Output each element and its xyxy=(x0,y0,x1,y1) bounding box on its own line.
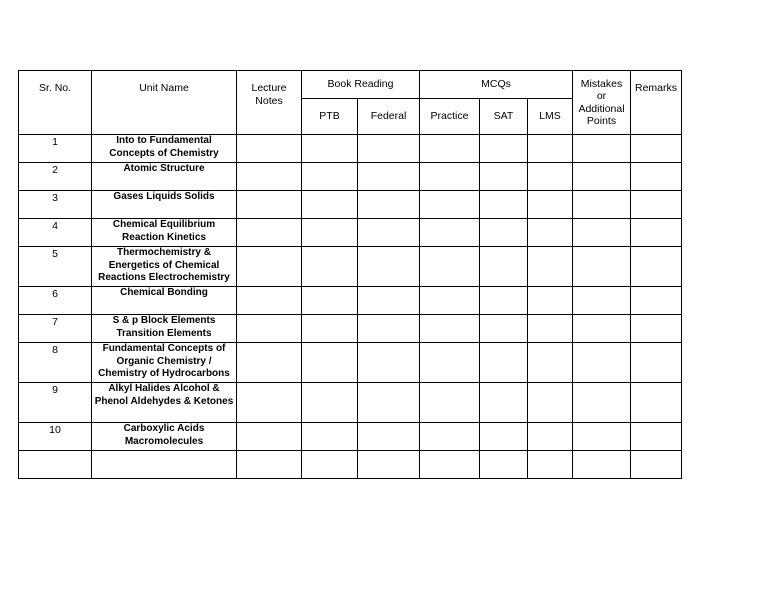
empty-entry-cell[interactable] xyxy=(358,315,420,343)
table-row xyxy=(19,423,682,451)
empty-entry-cell[interactable] xyxy=(302,135,358,163)
sr-no-cell: 3 xyxy=(19,191,92,219)
unit-name-cell: Chemical Bonding xyxy=(92,287,237,315)
sr-no-cell: 9 xyxy=(19,383,92,423)
empty-entry-cell[interactable] xyxy=(420,163,480,191)
table-row xyxy=(19,247,682,287)
empty-entry-cell[interactable] xyxy=(302,383,358,423)
unit-name-cell: Thermochemistry & Energetics of Chemical Reactions Electrochemistry xyxy=(92,247,237,287)
empty-entry-cell[interactable] xyxy=(528,247,573,287)
empty-entry-cell[interactable] xyxy=(420,315,480,343)
empty-entry-cell[interactable] xyxy=(237,191,302,219)
sr-no-cell: 5 xyxy=(19,247,92,287)
unit-name-cell: Alkyl Halides Alcohol & Phenol Aldehydes & Ketones xyxy=(92,383,237,423)
empty-entry-cell[interactable] xyxy=(573,315,631,343)
empty-entry-cell[interactable] xyxy=(528,423,573,451)
empty-entry-cell[interactable] xyxy=(302,343,358,383)
empty-entry-cell[interactable] xyxy=(420,135,480,163)
table-row xyxy=(19,383,682,423)
header-mcqs: MCQs xyxy=(420,71,573,99)
empty-entry-cell[interactable] xyxy=(573,191,631,219)
empty-entry-cell[interactable] xyxy=(528,315,573,343)
empty-entry-cell[interactable] xyxy=(528,343,573,383)
table-row xyxy=(19,315,682,343)
empty-entry-cell[interactable] xyxy=(358,163,420,191)
empty-entry-cell[interactable] xyxy=(420,287,480,315)
empty-entry-cell[interactable] xyxy=(573,163,631,191)
empty-entry-cell[interactable] xyxy=(302,451,358,479)
table-row xyxy=(19,343,682,383)
unit-name-cell: Into to Fundamental Concepts of Chemistry xyxy=(92,135,237,163)
table-row xyxy=(19,163,682,191)
empty-entry-cell[interactable] xyxy=(573,287,631,315)
empty-entry-cell[interactable] xyxy=(237,219,302,247)
empty-entry-cell[interactable] xyxy=(358,287,420,315)
empty-entry-cell[interactable] xyxy=(420,383,480,423)
empty-entry-cell[interactable] xyxy=(302,191,358,219)
empty-entry-cell[interactable] xyxy=(631,451,682,479)
empty-entry-cell[interactable] xyxy=(573,343,631,383)
unit-name-cell: Atomic Structure xyxy=(92,163,237,191)
empty-entry-cell[interactable] xyxy=(480,287,528,315)
empty-entry-cell[interactable] xyxy=(302,287,358,315)
sr-no-cell: 10 xyxy=(19,423,92,451)
empty-entry-cell[interactable] xyxy=(480,219,528,247)
empty-entry-cell[interactable] xyxy=(302,315,358,343)
empty-entry-cell[interactable] xyxy=(420,247,480,287)
empty-entry-cell[interactable] xyxy=(631,135,682,163)
empty-entry-cell[interactable] xyxy=(237,343,302,383)
unit-name-cell xyxy=(92,451,237,479)
empty-entry-cell[interactable] xyxy=(358,247,420,287)
header-mistakes: Mistakes or Additional Points xyxy=(573,71,631,135)
empty-entry-cell[interactable] xyxy=(631,247,682,287)
empty-entry-cell[interactable] xyxy=(480,191,528,219)
empty-entry-cell[interactable] xyxy=(573,135,631,163)
empty-entry-cell[interactable] xyxy=(302,247,358,287)
empty-entry-cell[interactable] xyxy=(237,423,302,451)
empty-entry-cell[interactable] xyxy=(528,219,573,247)
empty-entry-cell[interactable] xyxy=(420,191,480,219)
empty-entry-cell[interactable] xyxy=(358,451,420,479)
table-row xyxy=(19,451,682,479)
sr-no-cell: 7 xyxy=(19,315,92,343)
sr-no-cell: 4 xyxy=(19,219,92,247)
empty-entry-cell[interactable] xyxy=(358,423,420,451)
header-federal: Federal xyxy=(358,99,420,135)
empty-entry-cell[interactable] xyxy=(480,163,528,191)
sr-no-cell: 2 xyxy=(19,163,92,191)
sr-no-cell: 1 xyxy=(19,135,92,163)
empty-entry-cell[interactable] xyxy=(631,163,682,191)
empty-entry-cell[interactable] xyxy=(420,219,480,247)
empty-entry-cell[interactable] xyxy=(631,423,682,451)
empty-entry-cell[interactable] xyxy=(302,423,358,451)
header-book-reading: Book Reading xyxy=(302,71,420,99)
empty-entry-cell[interactable] xyxy=(631,383,682,423)
empty-entry-cell[interactable] xyxy=(480,423,528,451)
empty-entry-cell[interactable] xyxy=(528,287,573,315)
table-row xyxy=(19,287,682,315)
header-lecture-notes: Lecture Notes xyxy=(237,71,302,135)
table-row xyxy=(19,219,682,247)
empty-entry-cell[interactable] xyxy=(573,451,631,479)
empty-entry-cell[interactable] xyxy=(528,451,573,479)
empty-entry-cell[interactable] xyxy=(237,451,302,479)
empty-entry-cell[interactable] xyxy=(420,451,480,479)
empty-entry-cell[interactable] xyxy=(358,343,420,383)
header-sat: SAT xyxy=(480,99,528,135)
sr-no-cell: 6 xyxy=(19,287,92,315)
empty-entry-cell[interactable] xyxy=(528,191,573,219)
empty-entry-cell[interactable] xyxy=(528,163,573,191)
empty-entry-cell[interactable] xyxy=(358,191,420,219)
empty-entry-cell[interactable] xyxy=(573,247,631,287)
header-ptb: PTB xyxy=(302,99,358,135)
table-row xyxy=(19,191,682,219)
empty-entry-cell[interactable] xyxy=(573,423,631,451)
unit-name-cell: Gases Liquids Solids xyxy=(92,191,237,219)
empty-entry-cell[interactable] xyxy=(237,287,302,315)
sr-no-cell xyxy=(19,451,92,479)
study-tracker-table xyxy=(18,70,682,479)
empty-entry-cell[interactable] xyxy=(358,135,420,163)
empty-entry-cell[interactable] xyxy=(358,219,420,247)
header-unit-name: Unit Name xyxy=(92,71,237,135)
header-sr-no: Sr. No. xyxy=(19,71,92,135)
sr-no-cell: 8 xyxy=(19,343,92,383)
empty-entry-cell[interactable] xyxy=(237,247,302,287)
empty-entry-cell[interactable] xyxy=(237,163,302,191)
empty-entry-cell[interactable] xyxy=(528,135,573,163)
table-row xyxy=(19,135,682,163)
unit-name-cell: Carboxylic Acids Macromolecules xyxy=(92,423,237,451)
empty-entry-cell[interactable] xyxy=(420,423,480,451)
empty-entry-cell[interactable] xyxy=(573,219,631,247)
empty-entry-cell[interactable] xyxy=(528,383,573,423)
unit-name-cell: Chemical Equilibrium Reaction Kinetics xyxy=(92,219,237,247)
empty-entry-cell[interactable] xyxy=(631,343,682,383)
empty-entry-cell[interactable] xyxy=(237,383,302,423)
empty-entry-cell[interactable] xyxy=(420,343,480,383)
header-practice: Practice xyxy=(420,99,480,135)
empty-entry-cell[interactable] xyxy=(631,287,682,315)
empty-entry-cell[interactable] xyxy=(480,135,528,163)
empty-entry-cell[interactable] xyxy=(302,163,358,191)
unit-name-cell: S & p Block Elements Transition Elements xyxy=(92,315,237,343)
empty-entry-cell[interactable] xyxy=(631,219,682,247)
unit-name-cell: Fundamental Concepts of Organic Chemistry / Chemistry of Hydrocarbons xyxy=(92,343,237,383)
empty-entry-cell[interactable] xyxy=(480,343,528,383)
empty-entry-cell[interactable] xyxy=(480,451,528,479)
empty-entry-cell[interactable] xyxy=(302,219,358,247)
empty-entry-cell[interactable] xyxy=(480,247,528,287)
empty-entry-cell[interactable] xyxy=(573,383,631,423)
empty-entry-cell[interactable] xyxy=(480,383,528,423)
empty-entry-cell[interactable] xyxy=(631,315,682,343)
empty-entry-cell[interactable] xyxy=(237,135,302,163)
header-remarks: Remarks xyxy=(631,71,682,135)
empty-entry-cell[interactable] xyxy=(631,191,682,219)
empty-entry-cell[interactable] xyxy=(237,315,302,343)
empty-entry-cell[interactable] xyxy=(480,315,528,343)
empty-entry-cell[interactable] xyxy=(358,383,420,423)
header-lms: LMS xyxy=(528,99,573,135)
